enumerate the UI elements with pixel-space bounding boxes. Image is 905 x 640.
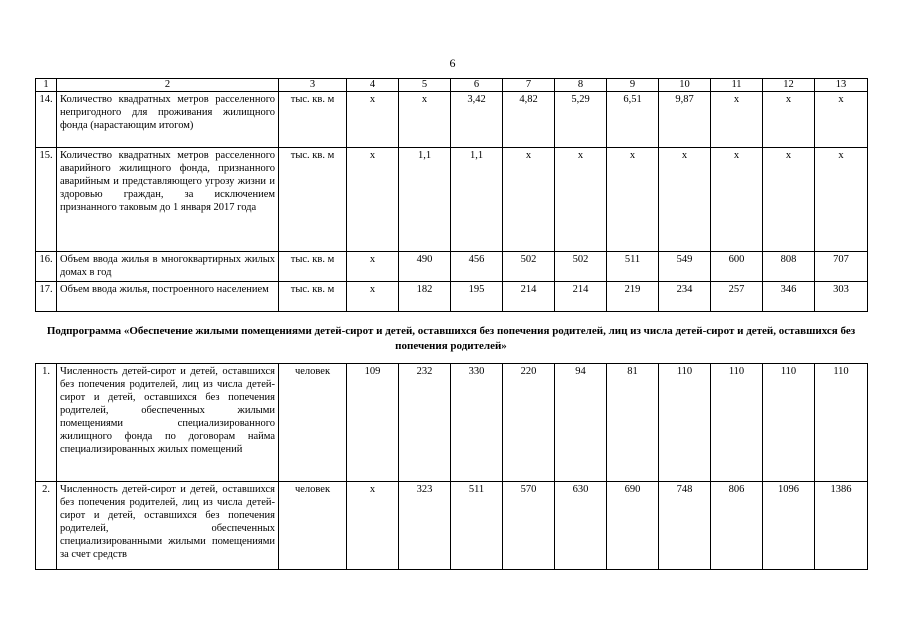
value-cell: х	[347, 148, 399, 252]
indicator-name: Количество квадратных метров расселенного непригодного для проживания жилищного фонда (нарастающим итогом)	[57, 92, 279, 148]
value-cell: х	[347, 282, 399, 312]
value-cell: 1,1	[451, 148, 503, 252]
row-number: 1.	[36, 364, 57, 482]
value-cell: 110	[763, 364, 815, 482]
value-cell: х	[815, 92, 868, 148]
value-cell: х	[763, 148, 815, 252]
value-cell: 808	[763, 252, 815, 282]
value-cell: 570	[503, 482, 555, 570]
value-cell: х	[399, 92, 451, 148]
value-cell: х	[763, 92, 815, 148]
value-cell: 502	[555, 252, 607, 282]
value-cell: 630	[555, 482, 607, 570]
value-cell: 234	[659, 282, 711, 312]
header-cell: 11	[711, 79, 763, 92]
table-row	[36, 482, 868, 570]
header-cell: 13	[815, 79, 868, 92]
header-cell: 7	[503, 79, 555, 92]
unit-cell: тыс. кв. м	[279, 252, 347, 282]
unit-cell: тыс. кв. м	[279, 148, 347, 252]
value-cell: х	[555, 148, 607, 252]
value-cell: 490	[399, 252, 451, 282]
value-cell: 690	[607, 482, 659, 570]
header-cell: 9	[607, 79, 659, 92]
value-cell: 220	[503, 364, 555, 482]
row-number: 14.	[36, 92, 57, 148]
unit-cell: человек	[279, 482, 347, 570]
row-number: 17.	[36, 282, 57, 312]
value-cell: 511	[607, 252, 659, 282]
value-cell: 182	[399, 282, 451, 312]
value-cell: 214	[555, 282, 607, 312]
value-cell: 6,51	[607, 92, 659, 148]
value-cell: 303	[815, 282, 868, 312]
indicator-name: Объем ввода жилья, построенного населением	[57, 282, 279, 312]
table-row	[36, 252, 868, 282]
indicator-name: Численность детей-сирот и детей, оставшихся без попечения родителей, лиц из числа детей-сирот и детей, оставшихся без попечения родителей, обеспеченных жилыми помещениями специализированного жилищного фонда по договорам найма специализированных жилых помещений	[57, 364, 279, 482]
value-cell: 502	[503, 252, 555, 282]
row-number: 16.	[36, 252, 57, 282]
value-cell: х	[347, 252, 399, 282]
value-cell: 232	[399, 364, 451, 482]
header-cell: 4	[347, 79, 399, 92]
value-cell: 195	[451, 282, 503, 312]
value-cell: 600	[711, 252, 763, 282]
unit-cell: тыс. кв. м	[279, 282, 347, 312]
value-cell: 3,42	[451, 92, 503, 148]
header-cell: 3	[279, 79, 347, 92]
indicator-name: Объем ввода жилья в многоквартирных жилых домах в год	[57, 252, 279, 282]
row-number: 15.	[36, 148, 57, 252]
indicators-table	[35, 78, 868, 312]
value-cell: 257	[711, 282, 763, 312]
value-cell: 346	[763, 282, 815, 312]
value-cell: 707	[815, 252, 868, 282]
header-cell: 5	[399, 79, 451, 92]
value-cell: х	[503, 148, 555, 252]
value-cell: 9,87	[659, 92, 711, 148]
value-cell: 4,82	[503, 92, 555, 148]
value-cell: 1,1	[399, 148, 451, 252]
value-cell: х	[659, 148, 711, 252]
table-row	[36, 92, 868, 148]
value-cell: х	[347, 482, 399, 570]
value-cell: 94	[555, 364, 607, 482]
row-number: 2.	[36, 482, 57, 570]
value-cell: 549	[659, 252, 711, 282]
value-cell: 214	[503, 282, 555, 312]
header-cell: 12	[763, 79, 815, 92]
column-number-row	[36, 79, 868, 92]
value-cell: 110	[815, 364, 868, 482]
value-cell: х	[815, 148, 868, 252]
value-cell: 806	[711, 482, 763, 570]
value-cell: 1386	[815, 482, 868, 570]
value-cell: 109	[347, 364, 399, 482]
value-cell: х	[347, 92, 399, 148]
header-cell: 8	[555, 79, 607, 92]
indicator-name: Количество квадратных метров расселенного аварийного жилищного фонда, признанного аварийным и представляющего угрозу жизни и здоровью граждан, за исключением признанного таковым до 1 января 2017 года	[57, 148, 279, 252]
value-cell: 330	[451, 364, 503, 482]
value-cell: 456	[451, 252, 503, 282]
value-cell: 110	[659, 364, 711, 482]
table-row	[36, 148, 868, 252]
value-cell: 110	[711, 364, 763, 482]
indicator-name: Численность детей-сирот и детей, оставшихся без попечения родителей, лиц из числа детей-сирот и детей, оставшихся без попечения родителей, обеспеченных специализированными жилыми помещениями за счет средств	[57, 482, 279, 570]
page-number: 6	[449, 56, 456, 70]
table-row	[36, 364, 868, 482]
header-cell: 1	[36, 79, 57, 92]
value-cell: 511	[451, 482, 503, 570]
subprogram-title: Подпрограмма «Обеспечение жилыми помещениями детей-сирот и детей, оставшихся без попечения родителей, лиц из числа детей-сирот и детей, оставшихся без попечения родителей»	[46, 325, 856, 352]
unit-cell: человек	[279, 364, 347, 482]
value-cell: 81	[607, 364, 659, 482]
value-cell: х	[711, 148, 763, 252]
value-cell: х	[607, 148, 659, 252]
value-cell: 1096	[763, 482, 815, 570]
header-cell: 6	[451, 79, 503, 92]
header-cell: 10	[659, 79, 711, 92]
value-cell: 5,29	[555, 92, 607, 148]
value-cell: 748	[659, 482, 711, 570]
table-row	[36, 282, 868, 312]
value-cell: 219	[607, 282, 659, 312]
value-cell: 323	[399, 482, 451, 570]
value-cell: х	[711, 92, 763, 148]
subprogram-table	[35, 363, 868, 570]
header-cell: 2	[57, 79, 279, 92]
unit-cell: тыс. кв. м	[279, 92, 347, 148]
